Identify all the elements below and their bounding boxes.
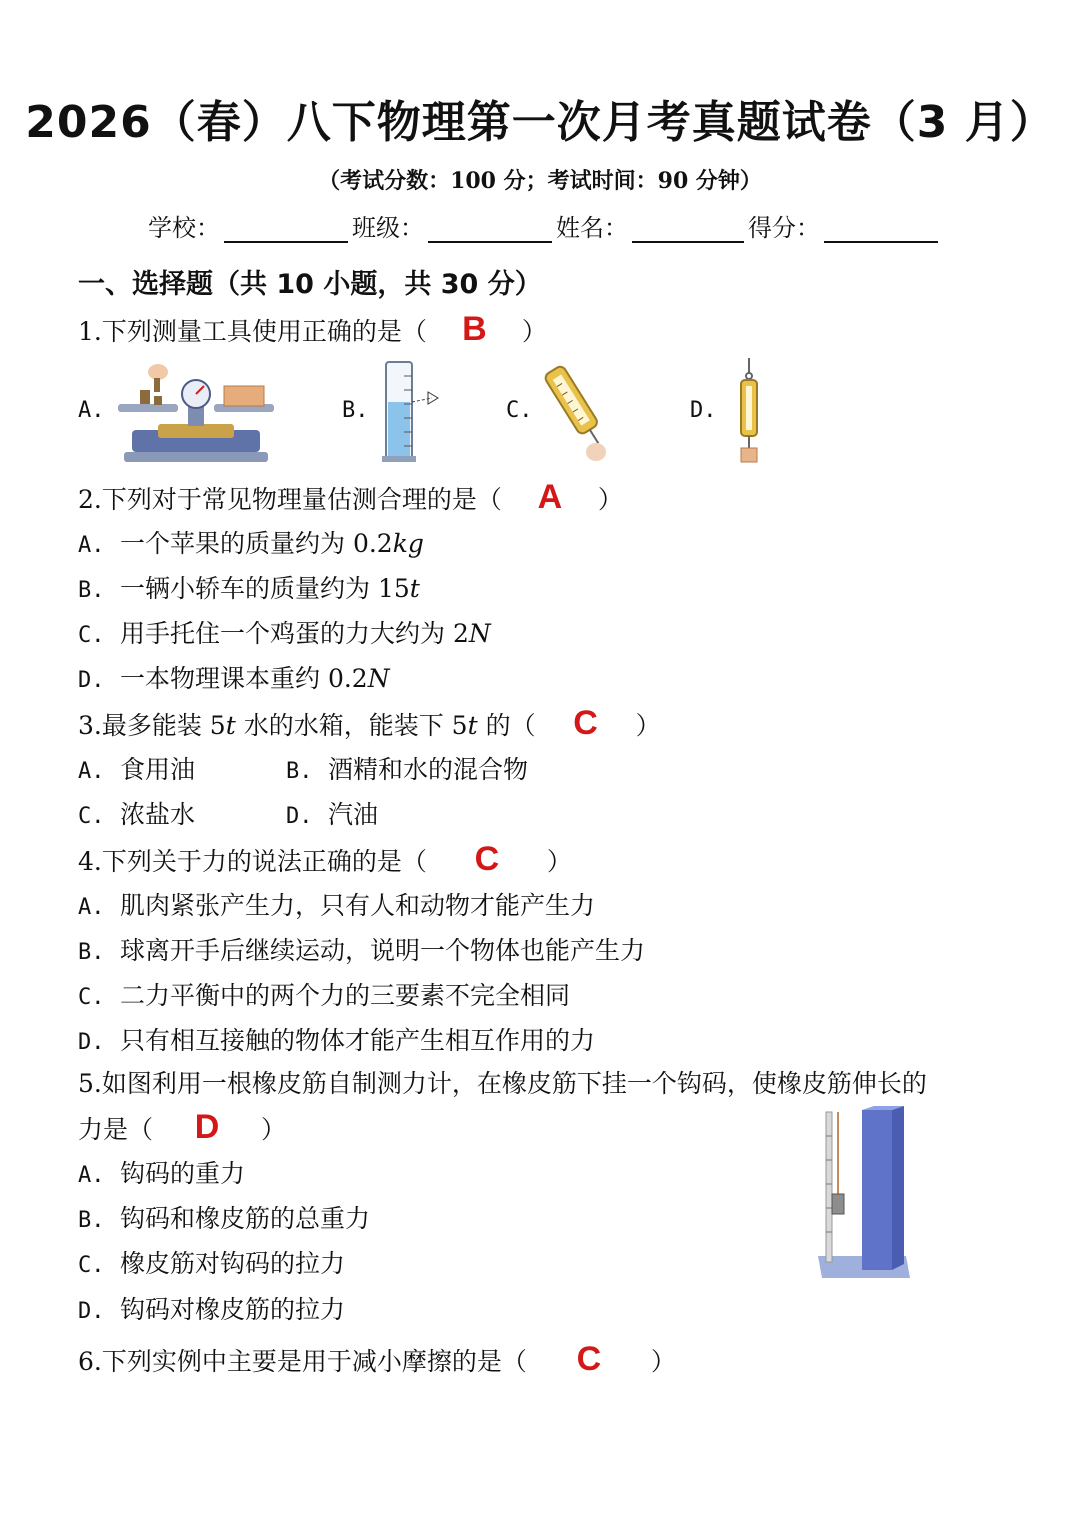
option-text: 食用油 [120,755,196,784]
q4-option-d[interactable] [78,1021,595,1057]
question-unit: t [467,711,478,740]
option-text: 钩码对橡皮筋的拉力 [120,1295,346,1324]
question-1 [78,310,547,349]
question-4 [78,840,572,879]
q3-option-b[interactable] [286,750,528,786]
answer-mark: C [576,1340,602,1378]
q1-option-c-label: C. [506,398,533,423]
q3-option-d[interactable] [286,795,378,831]
option-text: 汽油 [328,800,379,829]
option-text: 用手托住一个鸡蛋的力大约为 2 [120,619,469,648]
answer-mark: D [194,1108,220,1146]
q4-option-a[interactable] [78,886,595,922]
question-stem-part: 水的水箱，能装下 5 [235,711,468,740]
option-key: B. [286,759,313,784]
section-heading: 一、选择题（共 10 小题，共 30 分） [78,269,542,300]
q2-option-b[interactable] [78,569,420,605]
option-key: C. [78,804,105,829]
option-key: C. [78,985,105,1010]
option-text: 浓盐水 [120,800,196,829]
paren-close: ） [521,317,547,346]
name-blank[interactable] [632,219,744,243]
paren-close: ） [261,1115,287,1144]
q2-option-c[interactable] [78,614,491,650]
question-unit: t [225,711,236,740]
q5-option-c[interactable] [78,1244,345,1280]
student-info-fields [148,208,942,243]
question-3 [78,704,661,743]
option-key: D. [78,1030,105,1055]
option-key: B. [78,578,105,603]
answer-mark: B [462,310,487,348]
option-text: 橡皮筋对钩码的拉力 [120,1249,346,1278]
spring-scale-hanging-icon [734,356,764,464]
question-stem: 1.下列测量工具使用正确的是（ [78,317,427,346]
score-blank[interactable] [824,219,938,243]
question-stem: 4.下列关于力的说法正确的是（ [78,847,427,876]
answer-mark: C [573,704,598,742]
name-label: 姓名： [556,214,628,242]
graduated-cylinder-icon [380,360,444,464]
option-key: C. [78,623,105,648]
class-label: 班级： [352,214,424,242]
option-key: A. [78,1163,105,1188]
answer-mark: A [537,478,563,516]
option-unit: N [367,664,390,693]
score-label: 得分： [748,214,820,242]
option-key: B. [78,1208,105,1233]
q5-option-a[interactable] [78,1154,245,1190]
question-stem-part: 3.最多能装 5 [78,711,226,740]
option-text: 球离开手后继续运动，说明一个物体也能产生力 [120,936,646,965]
paren-close: ） [635,711,661,740]
q2-option-d[interactable] [78,659,390,695]
q1-option-d-label: D. [690,398,717,423]
question-stem: 6.下列实例中主要是用于减小摩擦的是（ [78,1347,527,1376]
option-text: 肌肉紧张产生力，只有人和动物才能产生力 [120,891,596,920]
option-text: 只有相互接触的物体才能产生相互作用的力 [120,1026,596,1055]
q4-option-c[interactable] [78,976,570,1012]
balance-scale-icon [118,360,274,464]
question-5 [78,1064,927,1100]
option-key: A. [78,533,105,558]
option-key: B. [78,940,105,965]
option-unit: t [409,574,420,603]
paren-close: ） [546,847,572,876]
spring-scale-tilted-icon [540,356,610,464]
rubber-band-dynamometer-icon [812,1106,912,1282]
answer-mark: C [474,840,500,878]
option-key: D. [78,668,105,693]
q1-option-b-label: B. [342,398,369,423]
paren-close: ） [650,1347,676,1376]
option-text: 钩码和橡皮筋的总重力 [120,1204,371,1233]
school-label: 学校： [148,214,220,242]
option-key: C. [78,1253,105,1278]
option-text: 酒精和水的混合物 [328,755,529,784]
question-stem: 力是（ [78,1115,154,1144]
q1-option-a-label: A. [78,398,105,423]
page-title: 2026（春）八下物理第一次月考真题试卷（3 月） [25,97,1055,148]
q2-option-a[interactable] [78,524,424,560]
q5-option-d[interactable] [78,1290,345,1326]
q5-option-b[interactable] [78,1199,370,1235]
q3-option-c[interactable] [78,795,195,831]
option-text: 二力平衡中的两个力的三要素不完全相同 [120,981,571,1010]
class-blank[interactable] [428,219,552,243]
option-unit: kg [392,529,424,558]
option-key: A. [78,895,105,920]
option-key: D. [286,804,313,829]
exam-info: （考试分数：100 分；考试时间：90 分钟） [318,168,762,194]
option-text: 一辆小轿车的质量约为 15 [120,574,410,603]
option-key: D. [78,1299,105,1324]
question-6 [78,1340,676,1379]
q4-option-b[interactable] [78,931,645,967]
option-unit: N [468,619,491,648]
option-text: 钩码的重力 [120,1159,246,1188]
question-stem: 2.下列对于常见物理量估测合理的是（ [78,485,502,514]
q3-option-a[interactable] [78,750,195,786]
paren-close: ） [597,485,623,514]
question-stem: 5.如图利用一根橡皮筋自制测力计，在橡皮筋下挂一个钩码，使橡皮筋伸长的 [78,1069,927,1098]
question-5-cont [78,1108,286,1147]
question-2 [78,478,623,517]
question-stem-part: 的（ [477,711,536,740]
option-text: 一个苹果的质量约为 0.2 [120,529,393,558]
option-key: A. [78,759,105,784]
option-text: 一本物理课本重约 0.2 [120,664,368,693]
school-blank[interactable] [224,219,348,243]
